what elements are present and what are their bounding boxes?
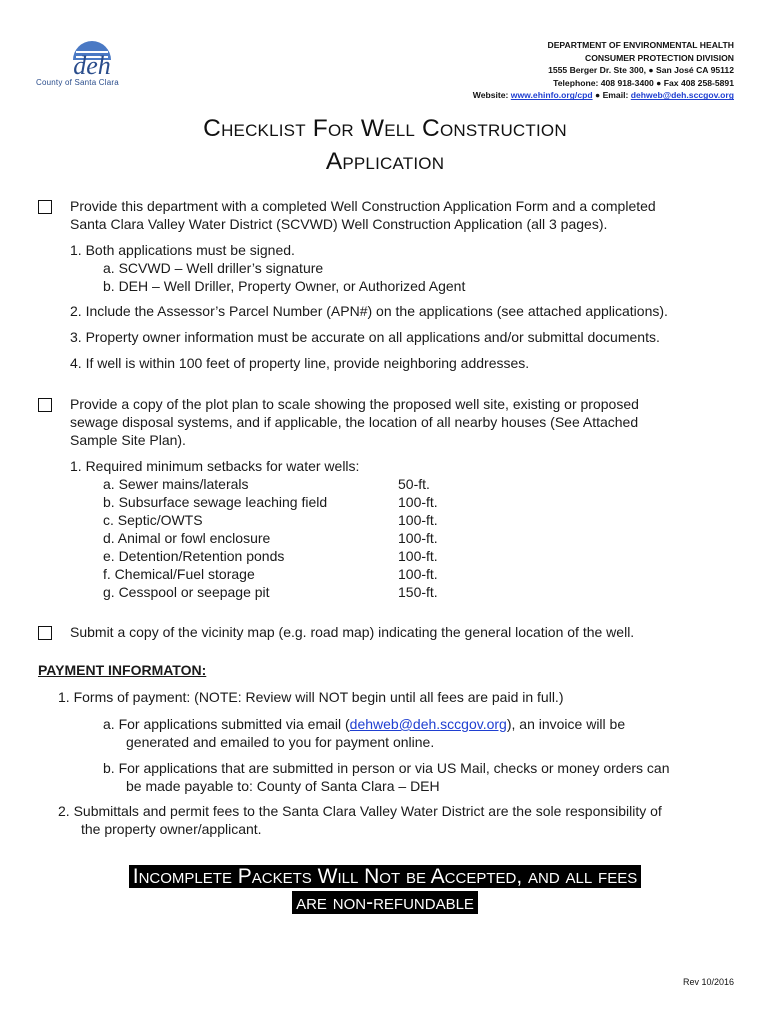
checkbox-plot-plan[interactable] [38,398,52,412]
setback-label: d. Animal or fowl enclosure [103,530,271,546]
banner-line-1: Incomplete Packets Will Not be Accepted, and all fees [129,865,641,888]
payment-forms: 1. Forms of payment: (NOTE: Review will NOT begin until all fees are paid in full.) [58,689,564,705]
email-label: ● Email: [594,90,629,101]
setback-distance: 50-ft. [398,476,430,492]
setback-row [103,529,503,547]
payment-text: b. For applications that are submitted in person or via US Mail, checks or money orders can [103,760,670,776]
setback-row [103,493,503,511]
payment-email-option [103,715,625,751]
setback-distance: 100-ft. [398,512,438,528]
warning-banner [0,864,770,916]
title-line-1: Checklist For Well Construction [203,115,567,142]
header-contact [473,39,734,102]
payment-text: ), an invoice will be [506,716,626,732]
setback-label: e. Detention/Retention ponds [103,548,285,564]
sub-item-apn: 2. Include the Assessor’s Parcel Number (APN#) on the applications (see attached applications). [70,303,668,319]
setback-distance: 150-ft. [398,584,438,600]
payment-text: the property owner/applicant. [81,821,262,837]
setback-distance: 100-ft. [398,494,438,510]
email-link[interactable]: dehweb@deh.sccgov.org [630,90,734,101]
phone-fax: Telephone: 408 918-3400 ● Fax 408 258-5891 [553,77,734,88]
item-applications [70,197,656,233]
payment-heading: PAYMENT INFORMATON: [38,662,207,678]
sub-item-scvwd: a. SCVWD – Well driller’s signature [103,260,324,276]
sub-item-setbacks: 1. Required minimum setbacks for water wells: [70,458,360,474]
sub-item-signed: 1. Both applications must be signed. [70,242,295,258]
checkbox-vicinity-map[interactable] [38,626,52,640]
sub-item-deh: b. DEH – Well Driller, Property Owner, or Authorized Agent [103,278,466,294]
title-line-2: Application [325,148,445,175]
sub-item-owner-info: 3. Property owner information must be accurate on all applications and/or submittal documents. [70,329,660,345]
setback-distance: 100-ft. [398,566,438,582]
item-text-line: Sample Site Plan). [70,432,186,448]
website-link[interactable]: www.ehinfo.org/cpd [510,90,593,101]
setback-row [103,511,503,529]
dept-name: DEPARTMENT OF ENVIRONMENTAL HEALTH [547,40,734,50]
address: 1555 Berger Dr. Ste 300, ● San José CA 95112 [548,65,734,76]
website-label: Website: [472,90,509,101]
setback-label: f. Chemical/Fuel storage [103,566,255,582]
logo-text: deh [73,51,111,80]
item-vicinity-map: Submit a copy of the vicinity map (e.g. road map) indicating the general location of the well. [70,624,635,640]
setback-row [103,583,503,601]
web-email-line [473,89,734,102]
setback-list [103,475,503,601]
payment-text: be made payable to: County of Santa Clara – DEH [126,778,440,794]
item-text-line: sewage disposal systems, and if applicable, the location of all nearby houses (See Attached [70,414,639,430]
payment-text: a. For applications submitted via email ( [103,716,350,732]
setback-label: g. Cesspool or seepage pit [103,584,270,600]
payment-text: 2. Submittals and permit fees to the Santa Clara Valley Water District are the sole responsibility of [58,803,662,819]
payment-scvwd-note [58,802,662,838]
payment-text: generated and emailed to you for payment online. [126,734,435,750]
sub-item-neighbors: 4. If well is within 100 feet of property line, provide neighboring addresses. [70,355,530,371]
item-text-line: Provide this department with a completed Well Construction Application Form and a completed [70,198,656,214]
setback-row [103,565,503,583]
item-plot-plan [70,395,639,449]
revision-date: Rev 10/2016 [682,977,734,987]
setback-label: c. Septic/OWTS [103,512,203,528]
checkbox-applications[interactable] [38,200,52,214]
page-title [0,112,770,178]
setback-row [103,475,503,493]
setback-distance: 100-ft. [398,530,438,546]
setback-label: a. Sewer mains/laterals [103,476,249,492]
setback-row [103,547,503,565]
payment-email-link[interactable]: dehweb@deh.sccgov.org [349,716,507,732]
setback-label: b. Subsurface sewage leaching field [103,494,328,510]
item-text-line: Provide a copy of the plot plan to scale showing the proposed well site, existing or proposed [70,396,639,412]
county-name: County of Santa Clara [36,78,119,87]
payment-mail-option [103,759,669,795]
division-name: CONSUMER PROTECTION DIVISION [585,52,734,63]
setback-distance: 100-ft. [398,548,438,564]
banner-line-2: are non-refundable [292,891,478,914]
item-text-line: Santa Clara Valley Water District (SCVWD) Well Construction Application (all 3 pages). [70,216,608,232]
